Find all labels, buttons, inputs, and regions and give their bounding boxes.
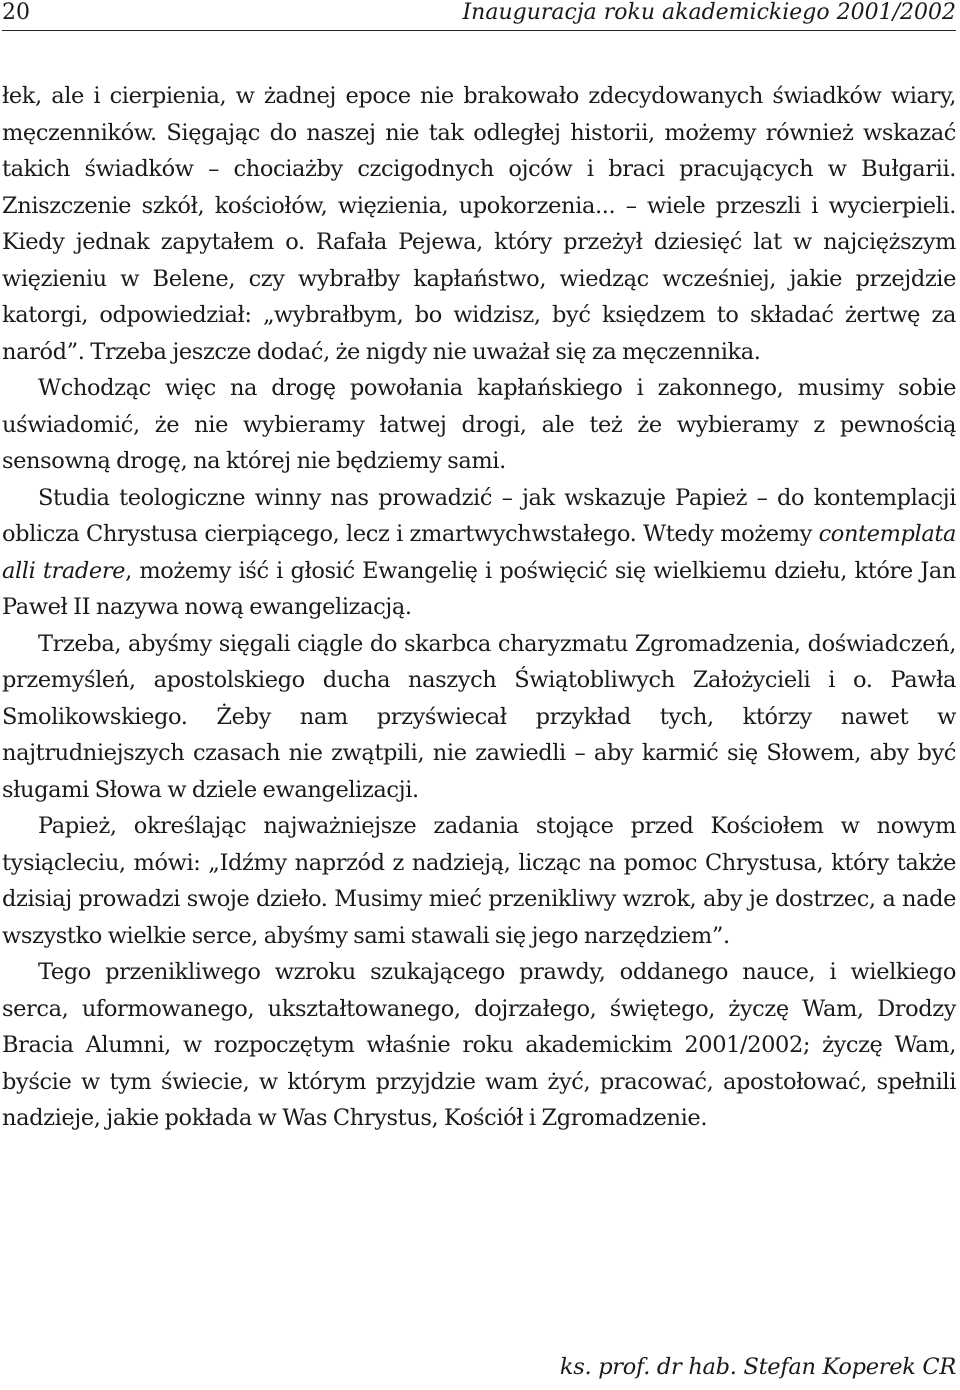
body-text [2, 78, 956, 1137]
paragraph-5 [2, 808, 956, 954]
running-head [2, 0, 956, 31]
paragraph-4 [2, 626, 956, 809]
paragraph-1 [2, 78, 956, 370]
page-number: 20 [2, 0, 30, 25]
paragraph-5-text: Papież, określając najważniejsze zadania stojące przed Kościołem w nowym tysiącleciu, mówi: „Idźmy naprzód z nadzieją, licząc na pomoc Chrystusa, który także dzisiaj prowadzi swoje dzieło. Musimy mieć przenikliwy wzrok, aby je dostrzec, a nade wszystko wielkie serce, abyśmy sami stawali się jego narzędziem”. [2, 813, 956, 949]
running-title: Inauguracja roku akademickiego 2001/2002 [462, 0, 956, 25]
paragraph-2-text: Wchodząc więc na drogę powołania kapłańskiego i zakonnego, musimy sobie uświadomić, że nie wybieramy łatwej drogi, ale też że wybieramy z pewnością sensowną drogę, na której nie będziemy sami. [2, 375, 956, 474]
paragraph-1-text: łek, ale i cierpienia, w żadnej epoce nie brakowało zdecydowanych świadków wiary, męczenników. Sięgając do naszej nie tak odległej historii, możemy również wskazać takich świadków – chociażby czcigodnych ojców i braci pracujących w Bułgarii. Zniszczenie szkół, kościołów, więzienia, upokorzenia... – wiele przeszli i wycierpieli. Kiedy jednak zapytałem o. Rafała Pejewa, który przeżył dziesięć lat w najcięższym więzieniu w Belene, czy wybrałby kapłaństwo, wiedząc wcześniej, jakie przejdzie katorgi, odpowiedział: „wybrałbym, bo widzisz, być księdzem to składać żertwę za naród”. Trzeba jeszcze dodać, że nigdy nie uważał się za męczennika. [2, 83, 956, 365]
paragraph-6 [2, 954, 956, 1137]
paragraph-3-text-end: , możemy iść i głosić Ewangelię i poświęcić się wielkiemu dziełu, które Jan Paweł II nazywa nową ewangelizacją. [2, 557, 956, 620]
paragraph-2 [2, 370, 956, 480]
paragraph-3 [2, 480, 956, 626]
paragraph-3-text-start: Studia teologiczne winny nas prowadzić – jak wskazuje Papież – do kontemplacji oblicza Chrystusa cierpiącego, lecz i zmartwychwstałego. Wtedy możemy [2, 484, 956, 547]
paragraph-6-text: Tego przenikliwego wzroku szukającego prawdy, oddanego nauce, i wielkiego serca, uformowanego, ukształtowanego, dojrzałego, świętego, życzę Wam, Drodzy Bracia Alumni, w rozpoczętym właśnie roku akademickim 2001/2002; życzę Wam, byście w tym świecie, w którym przyjdzie wam żyć, pracować, apostołować, spełnili nadzieje, jakie pokłada w Was Chrystus, Kościół i Zgromadzenie. [2, 959, 956, 1131]
author-signature: ks. prof. dr hab. Stefan Koperek CR [559, 1354, 956, 1380]
latin-phrase: contemplata alli tradere [2, 521, 956, 584]
paragraph-4-text: Trzeba, abyśmy sięgali ciągle do skarbca charyzmatu Zgromadzenia, doświadczeń, przemyśleń, apostolskiego ducha naszych Świątobliwych Założycieli i o. Pawła Smolikowskiego. Żeby nam przyświecał przykład tych, którzy nawet w najtrudniejszych czasach nie zwątpili, nie zawiedli – aby karmić się Słowem, aby być sługami Słowa w dziele ewangelizacji. [2, 630, 956, 803]
